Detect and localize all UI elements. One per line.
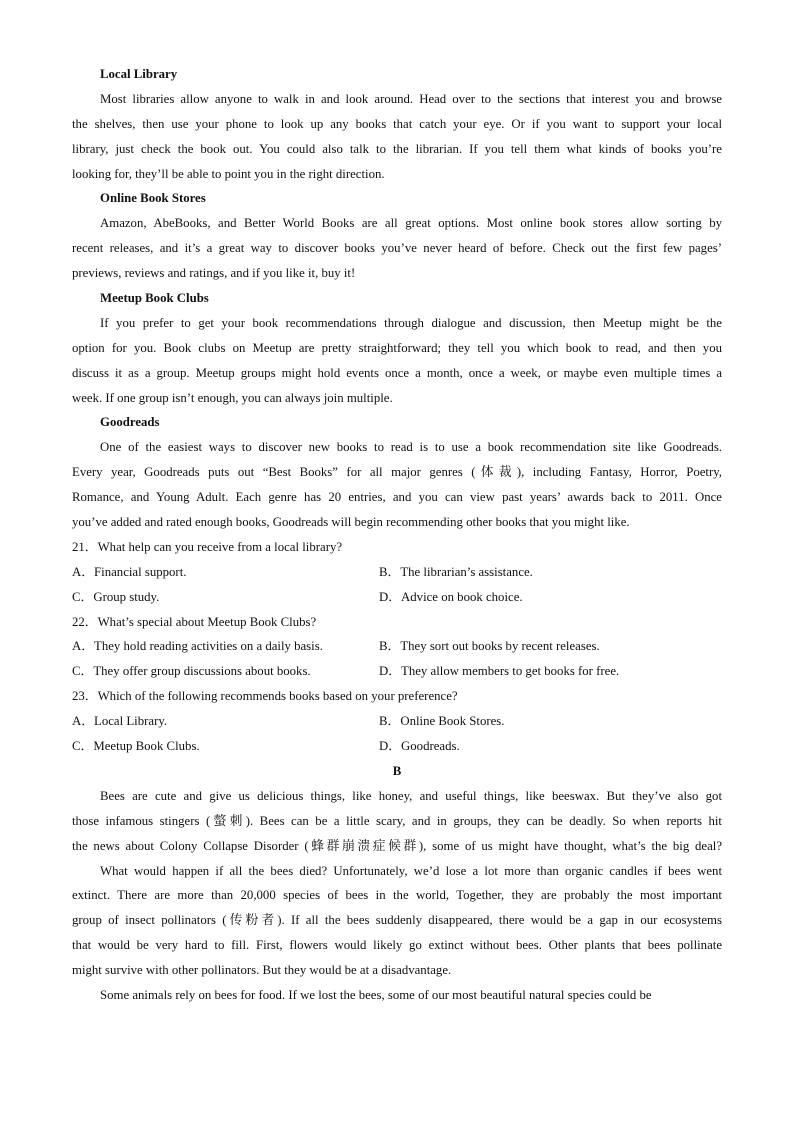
paragraph-line: week. If one group isn’t enough, you can always join multiple. <box>72 390 393 405</box>
paragraph-line: Most libraries allow anyone to walk in and look around. Head over to the sections that interest you and browse <box>100 91 722 106</box>
question-23-options-row <box>72 709 722 734</box>
paragraph-line: the shelves, then use your phone to look up any books that catch your eye. Or if you want to support your local <box>72 116 722 131</box>
option-b: B．Online Book Stores. <box>379 714 505 729</box>
option-c: C．They offer group discussions about books. <box>72 664 311 679</box>
option-a: A．They hold reading activities on a daily basis. <box>72 639 323 654</box>
question-22-options-row <box>72 659 722 684</box>
paragraph-line: Amazon, AbeBooks, and Better World Books are all great options. Most online book stores allow sorting by <box>100 216 722 231</box>
paragraph-line: One of the easiest ways to discover new books to read is to use a book recommendation site like Goodreads. <box>100 440 722 455</box>
paragraph-line: might survive with other pollinators. But they would be at a disadvantage. <box>72 963 452 978</box>
paragraph-line: Some animals rely on bees for food. If we lost the bees, some of our most beautiful natural species could be <box>100 987 652 1002</box>
section-heading-online-book-stores: Online Book Stores <box>100 191 206 206</box>
paragraph-line: Bees are cute and give us delicious things, like honey, and useful things, like beeswax. But they’ve also got <box>100 788 722 803</box>
paragraph-line: recent releases, and it’s a great way to discover books you’ve never heard of before. Check out the first few pages’ <box>72 241 722 256</box>
section-heading-goodreads: Goodreads <box>100 415 160 430</box>
option-a: A．Financial support. <box>72 564 187 579</box>
paragraph-line: Every year, Goodreads puts out “Best Books” for all major genres (体裁), including Fantasy, Horror, Poetry, <box>72 465 722 480</box>
passage-b-title: B <box>392 763 402 778</box>
option-d: D．They allow members to get books for free. <box>379 664 620 679</box>
option-c: C．Group study. <box>72 589 160 604</box>
option-b: B．They sort out books by recent releases. <box>379 639 600 654</box>
option-d: D．Goodreads. <box>379 739 460 754</box>
paragraph-line: discuss it as a group. Meetup groups might hold events once a month, once a week, or maybe even multiple times a <box>72 365 722 380</box>
paragraph-line: that would be very hard to fill. First, flowers would likely go extinct without bees. Other plants that bees pollinate <box>72 938 722 953</box>
question-22-stem: 22．What’s special about Meetup Book Clubs? <box>72 614 317 629</box>
option-d: D．Advice on book choice. <box>379 589 523 604</box>
section-heading-meetup-book-clubs: Meetup Book Clubs <box>100 291 209 306</box>
paragraph-line: Romance, and Young Adult. Each genre has 20 entries, and you can view past years’ awards back to 2011. Once <box>72 490 722 505</box>
paragraph-line: previews, reviews and ratings, and if you like it, buy it! <box>72 266 356 281</box>
paragraph-line: you’ve added and rated enough books, Goodreads will begin recommending other books that you might like. <box>72 515 630 530</box>
option-a: A．Local Library. <box>72 714 168 729</box>
paragraph-line: the news about Colony Collapse Disorder (蜂群崩溃症候群), some of us might have thought, what’s the big deal? <box>72 838 722 853</box>
paragraph-line: those infamous stingers (螫刺). Bees can be a little scary, and in groups, they can be deadly. So when reports hit <box>72 813 722 828</box>
question-21-options-row <box>72 560 722 585</box>
option-c: C．Meetup Book Clubs. <box>72 739 200 754</box>
paragraph-line: looking for, they’ll be able to point you in the right direction. <box>72 166 385 181</box>
paragraph-line: If you prefer to get your book recommendations through dialogue and discussion, then Meetup might be the <box>100 315 722 330</box>
paragraph-line: What would happen if all the bees died? Unfortunately, we’d lose a lot more than organic candles if bees went <box>100 863 722 878</box>
question-23-stem: 23．Which of the following recommends books based on your preference? <box>72 689 458 704</box>
paragraph-line: group of insect pollinators (传粉者). If all the bees suddenly disappeared, there would be a gap in our ecosystems <box>72 913 722 928</box>
question-22-options-row <box>72 634 722 659</box>
option-b: B．The librarian’s assistance. <box>379 564 533 579</box>
section-heading-local-library: Local Library <box>100 67 178 81</box>
question-23-options-row <box>72 734 722 759</box>
document-page <box>72 62 722 1008</box>
paragraph-line: extinct. There are more than 20,000 species of bees in the world, Together, they are probably the most important <box>72 888 722 903</box>
question-21-options-row <box>72 585 722 610</box>
paragraph-line: option for you. Book clubs on Meetup are pretty straightforward; they tell you which book to read, and then you <box>72 340 722 355</box>
paragraph-line: library, just check the book out. You could also talk to the librarian. If you tell them what kinds of books you’re <box>72 141 722 156</box>
question-21-stem: 21．What help can you receive from a local library? <box>72 539 343 554</box>
